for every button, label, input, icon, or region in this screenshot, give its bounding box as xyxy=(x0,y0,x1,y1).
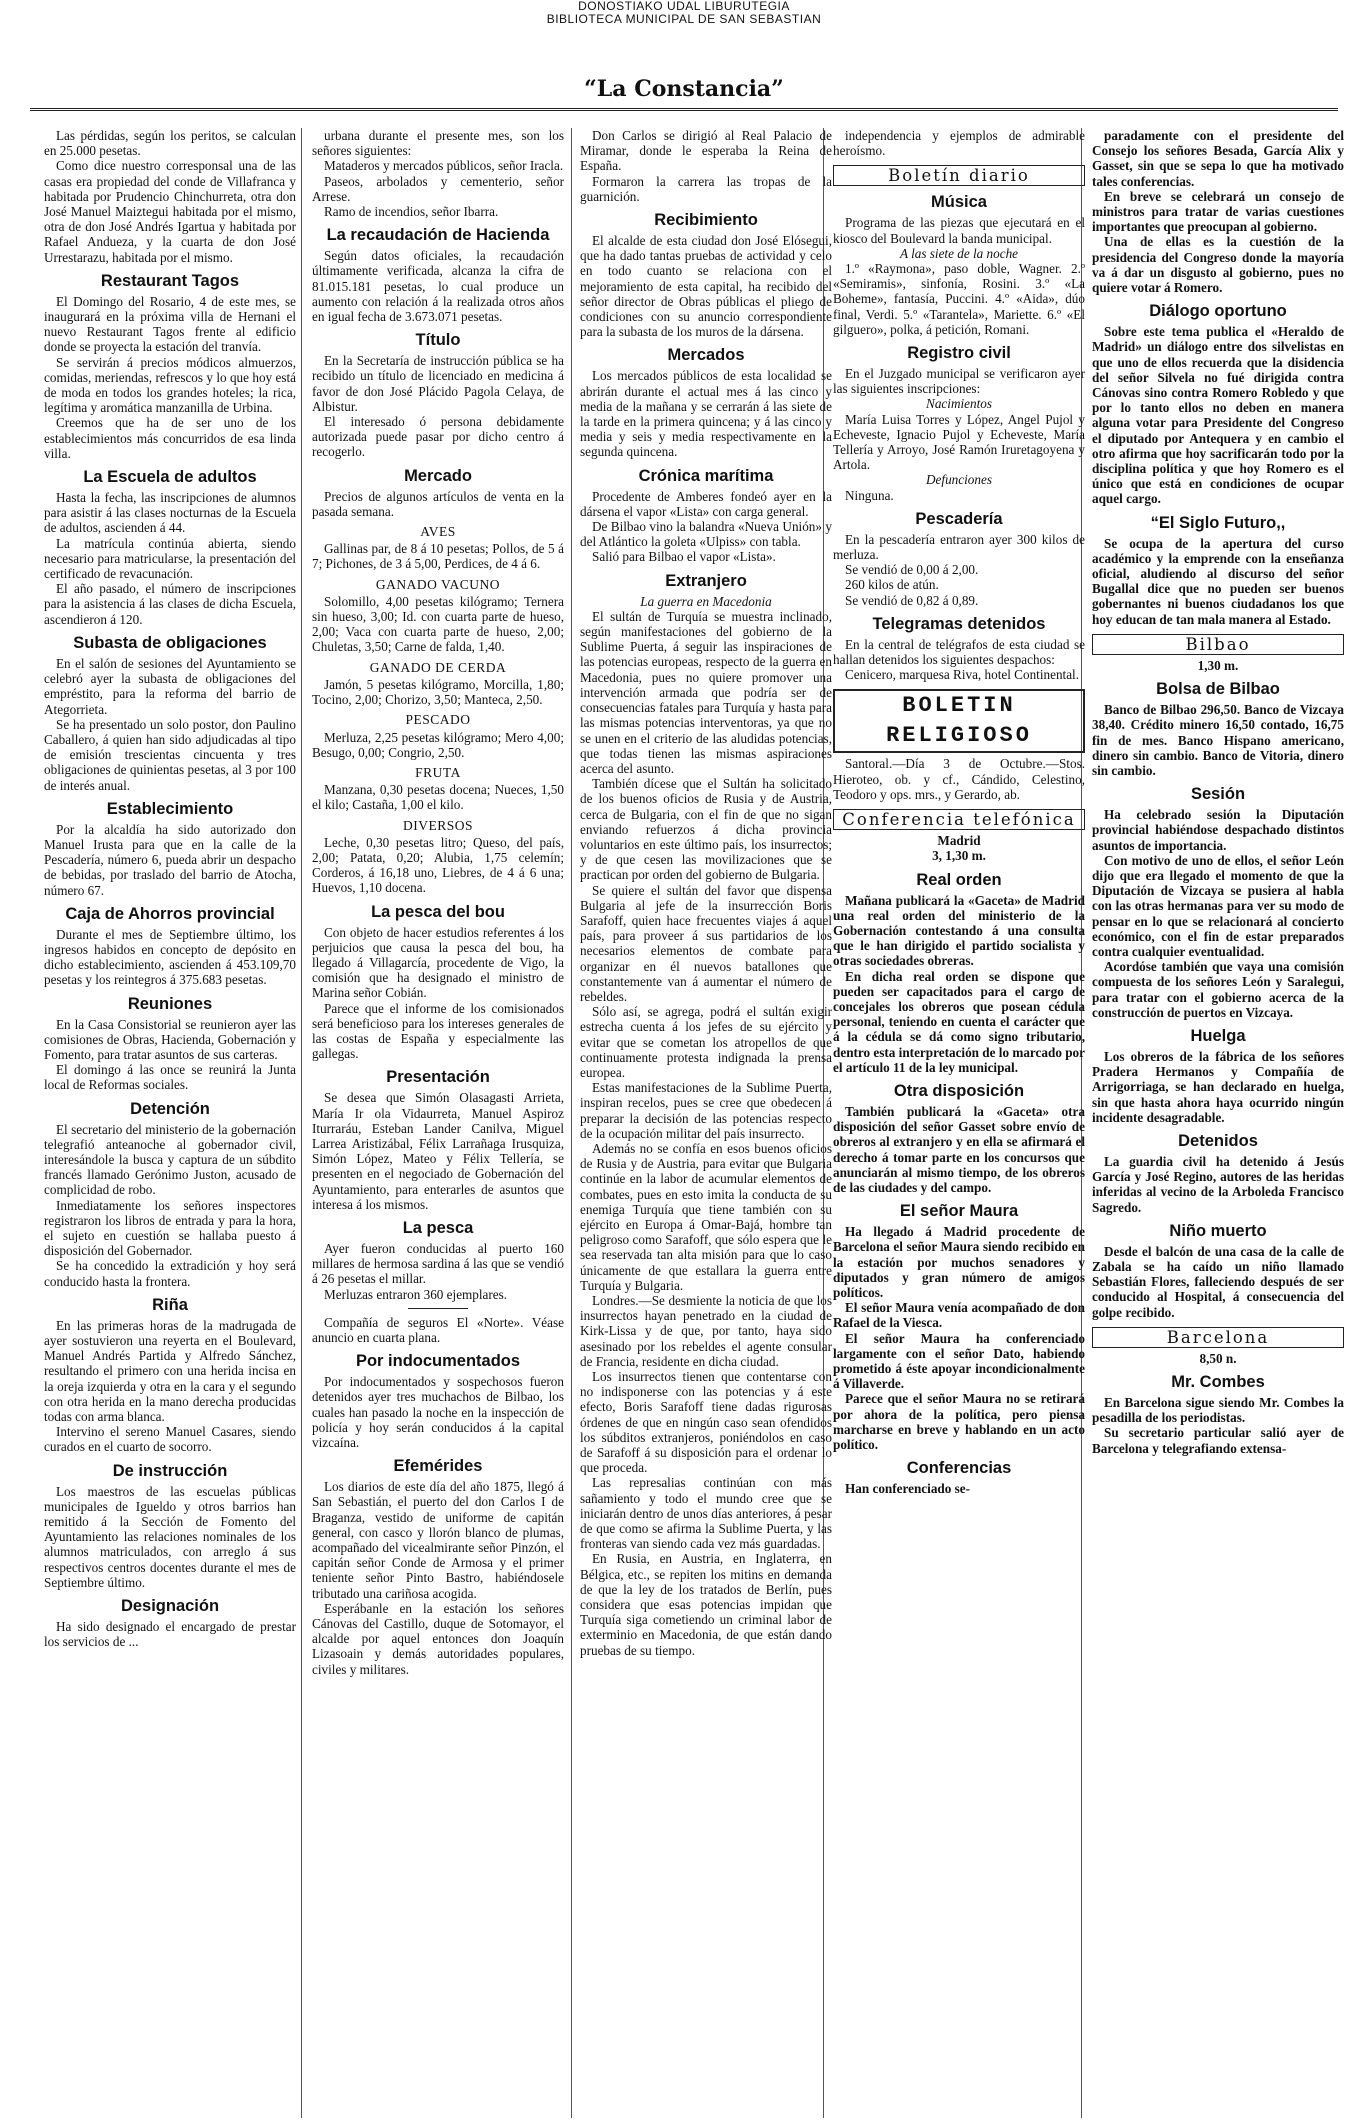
paragraph: Los insurrectos tienen que contentarse con no indisponerse con las potencias y á este efecto, Boris Sarafoff tiene dadas rigurosas órdenes de que en ningún caso sean ofendidos los súbditos extranjeros, poniéndolos en caso de Sarafoff á su disposición para el ordenar lo que proceda. xyxy=(580,1369,832,1476)
paragraph: Se vendió de 0,82 á 0,89. xyxy=(845,592,979,608)
subheading: DIVERSOS xyxy=(402,817,473,833)
paragraph: paradamente con el presidente del Consejo los señores Besada, García Alix y Gasset, sin que se sepa lo que ha motivado tales conferencias. xyxy=(1092,128,1344,189)
paragraph: En la central de telégrafos de esta ciudad se hallan detenidos los siguientes despachos: xyxy=(833,636,1085,668)
dateline-city: Madrid xyxy=(937,833,981,849)
paragraph: Cenicero, marquesa Riva, hotel Continental. xyxy=(845,667,1080,683)
paragraph: Ha sido designado el encargado de prestar los servicios de ... xyxy=(44,1619,296,1650)
headline: Efemérides xyxy=(393,1457,483,1476)
paragraph: También publicará la «Gaceta» otra disposición del señor Gasset sobre envío de obreros al extranjero y en ella se afirmará el derecho á tomar parte en los concursos que anunciarán al mismo tiempo, de los obreros de las ciudades y del campo. xyxy=(833,1103,1085,1195)
headline: Niño muerto xyxy=(1169,1221,1267,1240)
paragraph: Los mercados públicos de esta localidad se abrirán durante el actual mes á las cinco y media de la mañana y se cerrarán á las siete de la tarde en la primera quincena; y á las cinco y media y seis y media respectivamente en la segunda quincena. xyxy=(580,368,832,460)
subheading: GANADO DE CERDA xyxy=(369,659,507,675)
subheading: A las siete de la noche xyxy=(899,245,1019,261)
subheading: FRUTA xyxy=(415,764,461,780)
headline: “El Siglo Futuro,, xyxy=(1150,513,1286,532)
paragraph: Las represalias continúan con más sañamiento y todo el mundo cree que se iniciarán dentro de unos días anteriores, á pesar de que como se afirma la Sublime Puerta, y las fronteras van siendo cada vez más guardadas. xyxy=(580,1475,832,1552)
headline: Mercados xyxy=(667,346,745,365)
paragraph: Londres.—Se desmiente la noticia de que los insurrectos hayan penetrado en la ciudad de Kirk-Lissa y de que, por tanto, haya sido asesinado por los rebeldes el agente consular de Francia, residente en dicha ciudad. xyxy=(580,1293,832,1369)
paragraph: Ninguna. xyxy=(845,487,894,503)
paragraph: Jamón, 5 pesetas kilógramo, Morcilla, 1,80; Tocino, 2,00; Chorizo, 3,50; Manteca, 2,50. xyxy=(312,676,564,708)
paragraph: Los diarios de este día del año 1875, llegó á San Sebastián, el puerto del don Carlos I de Braganza, vestido de uniforme de capitán general, con casco y llorón blanco de plumas, acompañado del vicealmirante señor Pinzón, el capitán señor Conde de Armosa y el primer teniente señor Pinto Bastro, habiéndosele tributado una cariñosa acogida. xyxy=(312,1479,564,1601)
headline: Recibimiento xyxy=(654,211,758,230)
paragraph: Manzana, 0,30 pesetas docena; Nueces, 1,50 el kilo; Castaña, 1,00 el kilo. xyxy=(312,782,564,813)
paragraph: María Luisa Torres y López, Angel Pujol y Echeveste, Ignacio Pujol y Echeveste, María Tellería y Arroyo, José Ramón Iruretagoyena y Artola. xyxy=(833,411,1085,473)
dateline-time: 1,30 m. xyxy=(1197,657,1239,673)
paragraph: Compañía de seguros El «Norte». Véase anuncio en cuarta plana. xyxy=(312,1314,564,1345)
section-banner: Barcelona xyxy=(1092,1327,1344,1348)
headline: La recaudación de Hacienda xyxy=(326,226,550,245)
paragraph: Según datos oficiales, la recaudación últimamente verificada, alcanza la cifra de 81.015.181 pesetas, lo cual produce un aumento con relación á la realizada otros años en igual fecha de 3.673.071 pesetas. xyxy=(312,248,564,325)
paragraph: Formaron la carrera las tropas de la guarnición. xyxy=(580,173,832,204)
paragraph: Se vendió de 0,00 á 2,00. xyxy=(845,562,979,578)
paragraph: Se ha presentado un solo postor, don Paulino Caballero, á quien han sido adjudicadas al tipo de emisión trescientas cincuenta y tres obligaciones de quinientas pesetas, al 3 por 100 de interés anual. xyxy=(44,716,296,793)
subheading: La guerra en Macedonia xyxy=(640,593,772,609)
paragraph: Con motivo de uno de ellos, el señor León dijo que era llegado el momento de que la Diputación de Vizcaya se pusiera al habla con las otras hermanas para ver su modo de pensar en lo que se relacionará al concierto económico, con el fin de estar preparados contra cualquier eventualidad. xyxy=(1092,852,1344,959)
subheading: PESCADO xyxy=(405,712,471,728)
headline: El señor Maura xyxy=(899,1202,1019,1221)
headline: Detención xyxy=(130,1099,210,1118)
section-banner: BOLETIN RELIGIOSO xyxy=(833,689,1085,753)
paragraph: Mataderos y mercados públicos, señor Iracla. xyxy=(324,158,564,174)
headline: Reuniones xyxy=(127,994,213,1013)
headline: Título xyxy=(415,331,461,350)
paragraph: Con objeto de hacer estudios referentes á los perjuicios que causa la pesca del bou, ha llegado á Villagarcía, procedente de Vigo, la comisión que ha designado el ministro de Marina señor Cobián. xyxy=(312,924,564,1001)
paragraph: El señor Maura ha conferenciado largamente con el señor Dato, habiendo prometido á éste apoyar incondicionalmente á Villaverde. xyxy=(833,1330,1085,1392)
paragraph: Inmediatamente los señores inspectores registraron los libros de entrada y para la hora, el sujeto en cuestión se hallaba puesto á disposición del Gobernador. xyxy=(44,1197,296,1259)
paragraph: La guardia civil ha detenido á Jesús García y José Regino, autores de las heridas inferidas al vecino de la Arboleda Francisco Sagredo. xyxy=(1092,1153,1344,1215)
headline: Huelga xyxy=(1190,1026,1246,1045)
paragraph: Han conferenciado se- xyxy=(845,1481,971,1497)
headline: Otra disposición xyxy=(893,1081,1025,1100)
paragraph: En el Juzgado municipal se verificaron ayer las siguientes inscripciones: xyxy=(833,366,1085,397)
paragraph: En el salón de sesiones del Ayuntamiento se celebró ayer la subasta de obligaciones del empréstito, para la reforma del barrio de Ategorrieta. xyxy=(44,655,296,717)
paragraph: También dícese que el Sultán ha solicitado de los buenos oficios de Rusia y de Austria, cerca de Bulgaria, con el fin de que no sigan enviando refuerzos á dicha provincia voluntarios en este último país, los insurrectos; y de que cesen las movilizaciones que se practican por orden del gobierno de Bulgaria. xyxy=(580,776,832,883)
paragraph: La matrícula continúa abierta, siendo necesario para matricularse, la presentación del certificado de revacunación. xyxy=(44,535,296,582)
subheading: AVES xyxy=(420,524,456,540)
paragraph: Como dice nuestro corresponsal una de las casas era propiedad del conde de Villafranca y habitada por Prudencio Chinchurreta, otra don José Manuel Maiztegui habitada por el mismo, otra de don José Andrés Igartua y habitada por Rafael Andueza, y la cuarta de don José Urrestarazu, habitada por el mismo. xyxy=(44,158,296,265)
paragraph: El secretario del ministerio de la gobernación telegrafió anteanoche al gobernador civil, interesándole la busca y captura de un súbdito francés llamado Gerónimo Juston, acusado de complicidad de robo. xyxy=(44,1121,296,1198)
paragraph: Por la alcaldía ha sido autorizado don Manuel Irusta para que en la calle de la Pescadería, número 6, pueda abrir un despacho de bebidas, por traslado del barrio de Atocha, número 67. xyxy=(44,821,296,898)
headline: Crónica marítima xyxy=(638,466,774,485)
paragraph: Procedente de Amberes fondeó ayer en la dársena el vapor «Lista» con carga general. xyxy=(580,488,832,519)
headline: Real orden xyxy=(916,870,1002,889)
paragraph: Santoral.—Día 3 de Octubre.—Stos. Hieroteo, ob. y cf., Cándido, Celestino, Teodoro y ops. mrs., y Gerardo, ab. xyxy=(833,756,1085,802)
archive-line-2: BIBLIOTECA MUNICIPAL DE SAN SEBASTIAN xyxy=(546,12,822,26)
headline: La pesca xyxy=(402,1218,474,1237)
paragraph: Sólo así, se agrega, podrá el sultán exigir estrecha cuenta á los jefes de su ejército y evitar que se cometan los atropellos de que continuamente protesta indignada la prensa europea. xyxy=(580,1004,832,1080)
paragraph: Intervino el sereno Manuel Casares, siendo curados en el cuarto de socorro. xyxy=(44,1424,296,1455)
archive-stamp xyxy=(0,0,1368,26)
paragraph: Los obreros de la fábrica de los señores Pradera Hermanos y Compañía de Arrigorriaga, se han declarado en huelga, sin que hasta ahora haya ocurrido ningún incidente desagradable. xyxy=(1092,1048,1344,1125)
headline: De instrucción xyxy=(112,1461,228,1480)
paragraph: 260 kilos de atún. xyxy=(845,577,939,593)
header-rule xyxy=(30,108,1338,111)
paragraph: El alcalde de esta ciudad don José Elósegui, que ha dado tantas pruebas de actividad y celo en todo cuanto se relaciona con el mejoramiento de esta capital, ha recibido del señor director de Obras públicas el pliego de condiciones con su anuncio correspondiente para la subasta de los muros de la dársena. xyxy=(580,233,832,340)
column-4 xyxy=(833,128,1085,2118)
paragraph: Ha celebrado sesión la Diputación provincial habiéndose despachado distintos asuntos de importancia. xyxy=(1092,807,1344,853)
column-divider xyxy=(571,128,572,2118)
paragraph: Parece que el informe de los comisionados será beneficioso para los intereses generales de las costas de España y especialmente las gallegas. xyxy=(312,1000,564,1062)
paragraph: Gallinas par, de 8 á 10 pesetas; Pollos, de 5 á 7; Pichones, de 3 á 5,00, Perdices, de 4 á 6. xyxy=(312,541,564,572)
paragraph: Hasta la fecha, las inscripciones de alumnos para asistir á las clases nocturnas de la Escuela de adultos, ascienden á 44. xyxy=(44,490,296,536)
paragraph: Su secretario particular salió ayer de Barcelona y telegrafiando extensa- xyxy=(1092,1425,1344,1456)
paragraph: Acordóse también que vaya una comisión compuesta de los señores León y Saralegui, para tratar con el gobierno acerca de la construcción de puertos en Vizcaya. xyxy=(1092,959,1344,1020)
paragraph: Ramo de incendios, señor Ibarra. xyxy=(324,204,499,220)
section-banner: Bilbao xyxy=(1092,634,1344,655)
headline: Detenidos xyxy=(1178,1131,1258,1150)
headline: Telegramas detenidos xyxy=(872,614,1046,633)
paragraph: Se servirán á precios módicos almuerzos, comidas, meriendas, refrescos y lo que hoy está de moda en todos los grandes hoteles; la rica, legítima y aromática manzanilla de Urbina. xyxy=(44,354,296,416)
column-5 xyxy=(1092,128,1344,2118)
headline: Por indocumentados xyxy=(355,1352,521,1371)
paragraph: En la Secretaría de instrucción pública se ha recibido un título de licenciado en medicina á favor de don José Plácido Pagola Celaya, de Albistur. xyxy=(312,353,564,414)
dateline-time: 3, 1,30 m. xyxy=(932,848,986,864)
headline: La pesca del bou xyxy=(371,902,505,921)
paragraph: Mañana publicará la «Gaceta» de Madrid una real orden del ministerio de la Gobernación contestando á una consulta que le han dirigido el partido socialista y otras sociedades obreras. xyxy=(833,892,1085,969)
archive-line-1: DONOSTIAKO UDAL LIBURUTEGIA xyxy=(578,0,790,13)
headline: Sesión xyxy=(1190,785,1246,804)
paragraph: Los maestros de las escuelas públicas municipales de Igueldo y otros barrios han remitido á la Sección de Fomento del Ayuntamiento las relaciones nominales de los alumnos matriculados, con arreglo á sus respectivos centros docentes durante el mes de Septiembre último. xyxy=(44,1483,296,1590)
paragraph: Además no se confía en esos buenos oficios de Rusia y de Austria, para evitar que Bulgaria continúe en la labor de acumular elementos de combates, pues en esto imita la conducta de su enemiga Turquía que tiene también con su ejército en Europa á Omar-Bajá, hombre tan peligroso como Sarafoff, que sólo espera que le sea reservada tan alta misión para que lo caso únicamente de que estallara la guerra entre Turquía y Bulgaria. xyxy=(580,1140,832,1293)
paragraph: Por indocumentados y sospechosos fueron detenidos ayer tres muchachos de Bilbao, los cuales han pasado la noche en la inspección de policía y hoy serán conducidos á la capital vizcaína. xyxy=(312,1374,564,1451)
paragraph: Se ha concedido la extradición y hoy será conducido hasta la frontera. xyxy=(44,1258,296,1289)
paragraph: Durante el mes de Septiembre último, los ingresos habidos en concepto de depósito en dicho establecimiento, ascienden á 453.109,70 pesetas y los reintegros á 375.683 pesetas. xyxy=(44,926,296,988)
headline: Registro civil xyxy=(907,344,1011,363)
subheading: Defunciones xyxy=(926,472,992,488)
paragraph: En dicha real orden se dispone que pueden ser capacitados para el cargo de concejales los obreros que posean cédula personal, teniendo en cuenta el carácter que á la cédula se dá como signo tributario, dentro esta interpretación de lo marcado por el artículo 11 de la ley municipal. xyxy=(833,968,1085,1075)
paragraph: Merluza, 2,25 pesetas kilógramo; Mero 4,00; Besugo, 0,00; Congrio, 2,50. xyxy=(312,729,564,760)
paragraph: Creemos que ha de ser uno de los establecimientos más concurridos de esa linda villa. xyxy=(44,415,296,461)
paragraph: Ayer fueron conducidas al puerto 160 millares de hermosa sardina á las que se vendió á 26 pesetas el millar. xyxy=(312,1240,564,1287)
column-3 xyxy=(580,128,832,2118)
headline: Subasta de obligaciones xyxy=(73,633,267,652)
paragraph: En Barcelona sigue siendo Mr. Combes la pesadilla de los periodistas. xyxy=(1092,1395,1344,1426)
paragraph: Estas manifestaciones de la Sublime Puerta, inspiran recelos, pues se cree que obedecen á preparar la decisión de las potencias respecto de la ocupación militar del país insurrecto. xyxy=(580,1080,832,1141)
headline: Mr. Combes xyxy=(1171,1373,1265,1391)
paragraph: En breve se celebrará un consejo de ministros para tratar de varias cuestiones importantes que preocupan al gobierno. xyxy=(1092,188,1344,235)
paragraph: Leche, 0,30 pesetas litro; Queso, del país, 2,00; Patata, 0,20; Alubia, 1,75 celemín; Corderos, á 16,18 uno, Liebres, de 4 á 6 una; Huevos, 1,10 docena. xyxy=(312,834,564,896)
paragraph: En la Casa Consistorial se reunieron ayer las comisiones de Obras, Hacienda, Gobernación y Fomento, para tratar asuntos de sus carteras. xyxy=(44,1016,296,1062)
paragraph: Don Carlos se dirigió al Real Palacio de Miramar, donde le esperaba la Reina de España. xyxy=(580,128,832,174)
paragraph: En la pescadería entraron ayer 300 kilos de merluza. xyxy=(833,531,1085,563)
paragraph: Las pérdidas, según los peritos, se calculan en 25.000 pesetas. xyxy=(44,128,296,159)
paragraph: Ha llegado á Madrid procedente de Barcelona el señor Maura siendo recibido en la estación por muchos senadores y diputados y gran número de amigos políticos. xyxy=(833,1224,1085,1300)
headline: Conferencias xyxy=(906,1459,1012,1478)
paragraph: El interesado ó persona debidamente autorizada puede pasar por dicho centro á recogerlo. xyxy=(312,414,564,460)
headline: Presentación xyxy=(386,1068,490,1087)
paragraph: Se ocupa de la apertura del curso académico y la emprende con la enseñanza oficial, aludiendo al discurso del señor Bugallal dice que no pueden ser buenos gobernantes ni buenos ciudadanos los que hoy educan de tan mala manera al Estado. xyxy=(1092,535,1344,627)
headline: Música xyxy=(931,193,987,212)
headline: La Escuela de adultos xyxy=(83,468,257,487)
paragraph: Banco de Bilbao 296,50. Banco de Vizcaya 38,40. Crédito minero 16,50 contado, 16,75 fin de mes. Banco Hispano americano, dinero sin cambio. Banco de Vitoria, dinero sin cambio. xyxy=(1092,702,1344,778)
paragraph: Sobre este tema publica el «Heraldo de Madrid» un diálogo entre dos silvelistas en que uno de ellos recuerda que la disidencia del señor Silvela no fué dirigida contra Cánovas sino contra Romero Robledo y que por lo tanto ellos no deben en manera alguna votar para Presidente del Congreso el diputado por Antequera y en cambio el otro afirma que hoy sacrificarán todo por la disciplina política y que hoy Romero es el único que está en condiciones de ocupar aquel cargo. xyxy=(1092,324,1344,507)
paragraph: De Bilbao vino la balandra «Nueva Unión» y del Atlántico la goleta «Ulpiss» con tabla. xyxy=(580,519,832,550)
headline: Pescadería xyxy=(915,509,1003,528)
headline: Mercado xyxy=(404,466,472,485)
section-banner: Conferencia telefónica xyxy=(833,809,1085,830)
section-banner: Boletín diario xyxy=(833,165,1085,186)
headline: Caja de Ahorros provincial xyxy=(65,904,275,923)
paragraph: Paseos, arbolados y cementerio, señor Arrese. xyxy=(312,173,564,204)
headline: Designación xyxy=(120,1597,220,1616)
paragraph: En las primeras horas de la madrugada de ayer sostuvieron una reyerta en el Boulevard, Manuel Andrés Partida y Alfredo Sánchez, resultando el primero con una herida incisa en la oreja izquierda y otra en la cara y el segundo con otra herida en la mano derecha producidas todas con arma blanca. xyxy=(44,1317,296,1425)
program-list: 1.º «Raymona», paso doble, Wagner. 2.º «Semiramis», sinfonía, Rosini. 3.º «La Boheme», fantasía, Puccini. 4.º «Aida», dúo final, Verdi. 5.º «Tarantela», Mariette. 6.º «El gilguero», polka, á petición, Romani. xyxy=(833,261,1085,337)
paragraph: En Rusia, en Austria, en Inglaterra, en Bélgica, etc., se repiten los mitins en demanda de que la ley de los tratados de Berlín, pues considera que esas potencias impidan que Turquía siga cometiendo un criminal labor de exterminio en Macedonia, de que están dando pruebas de su tiempo. xyxy=(580,1551,832,1658)
subheading: GANADO VACUNO xyxy=(375,576,501,592)
headline: Establecimiento xyxy=(106,799,234,818)
paragraph: Salió para Bilbao el vapor «Lista». xyxy=(592,549,776,565)
headline: Riña xyxy=(152,1295,188,1314)
paragraph: Esperábanle en la estación los señores Cánovas del Castillo, duque de Sotomayor, el alcalde por aquel entonces don Joaquín Lizasoain y demás autoridades populares, civiles y militares. xyxy=(312,1600,564,1677)
headline: Extranjero xyxy=(665,571,747,590)
headline: Bolsa de Bilbao xyxy=(1156,680,1280,699)
paragraph: El domingo á las once se reunirá la Junta local de Reformas sociales. xyxy=(44,1062,296,1093)
paragraph: El año pasado, el número de inscripciones para la asistencia á las clases de dicha Escuela, ascendieron á 120. xyxy=(44,581,296,627)
paragraph: El sultán de Turquía se muestra inclinado, según manifestaciones del gobierno de la Sublime Puerta, á seguir las inspiraciones de las potencias europeas, respecto de la guerra en Macedonia, pues no quiere promover una intervención armada que podría ser de consecuencias fatales para Turquía y hasta para las mismas potencias interventoras, ya que no se unen en el criterio de las aludidas potencias, que todas tienen las mismas aspiraciones acerca del asunto. xyxy=(580,608,832,776)
paragraph: El Domingo del Rosario, 4 de este mes, se inaugurará en la próxima villa de Hernani el nuevo Restaurant Tagos frente al edificio donde se proyecta la estación del tranvía. xyxy=(44,293,296,355)
paragraph: Se desea que Simón Olasagasti Arrieta, María Ir ola Vidaurreta, Manuel Aspiroz Iturraráu, Esteban Lander Canilva, Miguel Larrea Aristizábal, Félix Larrañaga Irusquiza, Simón López, Mateo y Félix Tellería, se presenten en el negociado de Gobernación del Ayuntamiento, para enterarles de asuntos que interesa á los mismos. xyxy=(312,1090,564,1212)
paragraph: independencia y ejemplos de admirable heroísmo. xyxy=(833,128,1085,159)
column-1 xyxy=(44,128,296,2118)
headline: Diálogo oportuno xyxy=(1149,302,1287,321)
paragraph: Una de ellas es la cuestión de la presidencia del Congreso donde la mayoría va á dar un disgusto al gobierno, pues no quiere votar á Romero. xyxy=(1092,234,1344,296)
paragraph: Merluzas entraron 360 ejemplares. xyxy=(324,1286,508,1302)
paragraph: Programa de las piezas que ejecutará en el kiosco del Boulevard la banda municipal. xyxy=(833,215,1085,246)
subheading: Nacimientos xyxy=(926,396,992,412)
column-divider xyxy=(301,128,302,2118)
paragraph: urbana durante el presente mes, son los señores siguientes: xyxy=(312,128,564,159)
headline: Restaurant Tagos xyxy=(100,271,240,290)
paragraph: Desde el balcón de una casa de la calle de Zabala se ha caído un niño llamado Sebastián Flores, falleciendo después de ser conducido al Hospital, á consecuencia del golpe recibido. xyxy=(1092,1243,1344,1320)
paragraph: El señor Maura venía acompañado de don Rafael de la Viesca. xyxy=(833,1300,1085,1331)
dateline-time: 8,50 n. xyxy=(1199,1350,1237,1366)
column-2 xyxy=(312,128,564,2118)
separator xyxy=(408,1308,468,1309)
paragraph: Solomillo, 4,00 pesetas kilógramo; Ternera sin hueso, 3,00; Id. con cuarta parte de hueso, 2,00; Vaca con cuarta parte de hueso, 2,00; Chuletas, 3,50; Carne de falda, 1,40. xyxy=(312,593,564,655)
paragraph: Parece que el señor Maura no se retirará por ahora de la política, pero piensa marcharse en breve y hablando en un acto político. xyxy=(833,1391,1085,1452)
paragraph: Se quiere el sultán del favor que dispensa Bulgaria al jefe de la insurrección Boris Sarafoff, quien hace frecuentes viajes á aquel país, para proveer á sus partidarios de los necesarios elementos de combate para organizar en él nuevos batallones que constantemente van á aumentar el número de rebeldes. xyxy=(580,882,832,1004)
masthead: “La Constancia” xyxy=(584,76,784,102)
paragraph: Precios de algunos artículos de venta en la pasada semana. xyxy=(312,488,564,519)
